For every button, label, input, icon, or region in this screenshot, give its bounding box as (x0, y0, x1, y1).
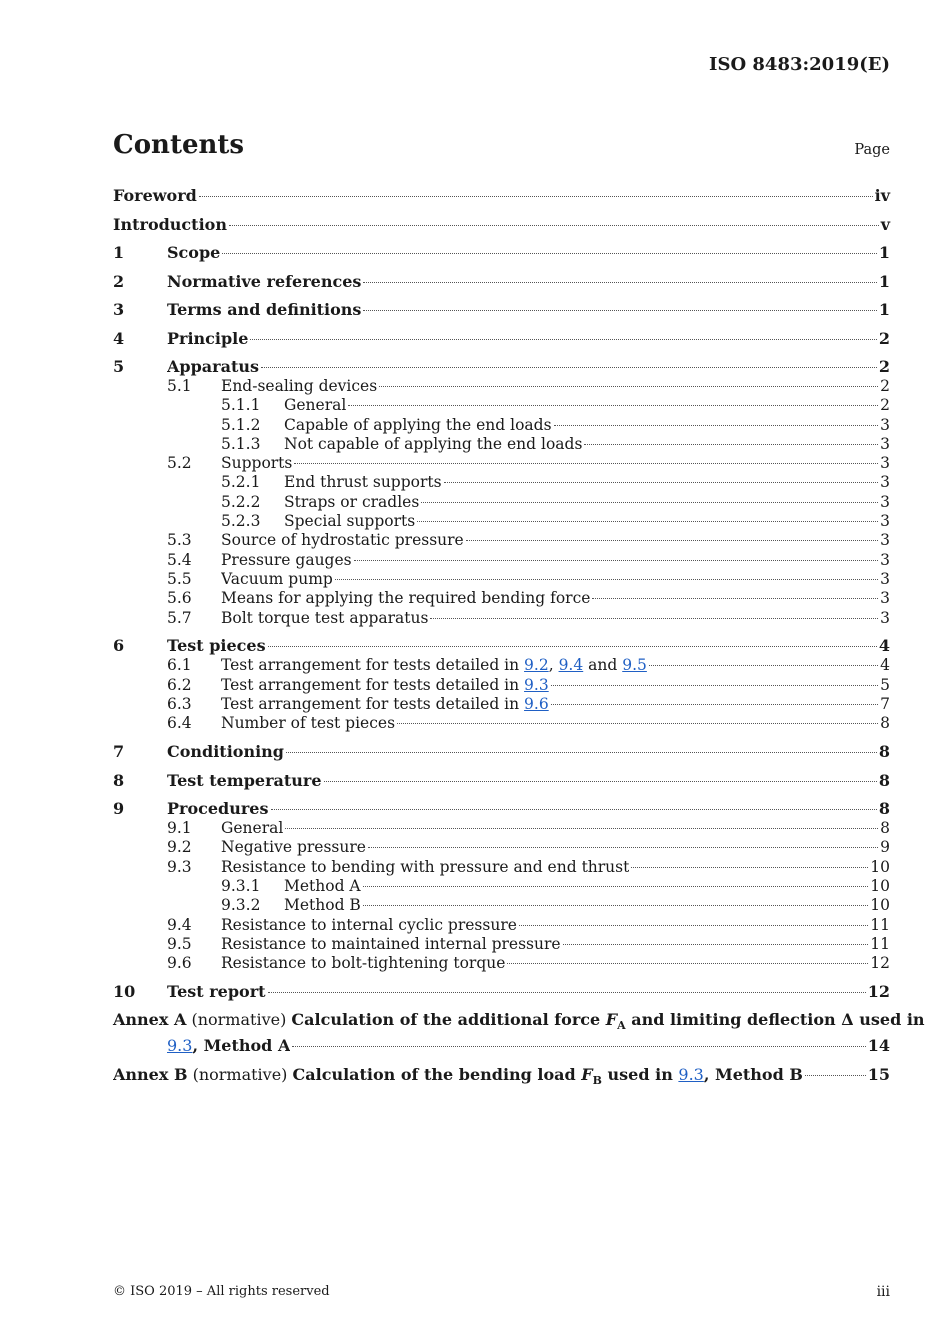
toc-entry-page: 1 (878, 271, 890, 291)
dot-leader (649, 665, 878, 666)
toc-entry-title: General (221, 819, 284, 838)
toc-entry-number: 6 (113, 636, 125, 656)
toc-entry-title: Pressure gauges (221, 550, 352, 569)
toc-entry-page: 14 (867, 1036, 890, 1056)
toc-entry-number: 3 (113, 300, 125, 319)
annex-title-text: and limiting deflection Δ used in (625, 1010, 925, 1030)
toc-entry-number: 6.2 (167, 675, 192, 694)
toc-entry-number: 9.2 (167, 838, 192, 857)
dot-leader (631, 867, 868, 868)
toc-entry-title: Test pieces (167, 636, 266, 656)
dot-leader (584, 444, 878, 445)
separator-text: , (548, 656, 559, 675)
toc-entry-5-1-1[interactable] (113, 396, 890, 415)
toc-entry-page: 8 (878, 742, 890, 762)
toc-entry-page: 2 (878, 328, 890, 348)
toc-entry-page: 1 (878, 243, 890, 262)
toc-entry-5-4[interactable] (113, 551, 890, 570)
separator-text: and (583, 656, 623, 675)
dot-leader (271, 809, 877, 810)
toc-entry-title: Resistance to internal cyclic pressure (221, 915, 517, 934)
annex-title-text: used in (601, 1065, 679, 1085)
dot-leader (554, 425, 879, 426)
dot-leader (363, 905, 868, 906)
dot-leader (348, 405, 878, 406)
annex-title-text: Calculation of the additional force (291, 1010, 606, 1030)
toc-entry-page: 3 (880, 589, 890, 608)
toc-entry-number: 5.4 (167, 550, 192, 569)
page-title: Contents (113, 130, 245, 160)
toc-entry-title: Method B (284, 896, 361, 915)
toc-entry-5-1-3[interactable] (113, 435, 890, 454)
toc-entry-number: 10 (113, 981, 136, 1001)
toc-entry-5-6[interactable] (113, 589, 890, 608)
dot-leader (368, 847, 878, 848)
toc-entry-number: 5.2.1 (221, 473, 261, 492)
toc-entry-page: 11 (870, 915, 890, 934)
dot-leader (805, 1075, 866, 1076)
toc-entry-page: 3 (880, 434, 890, 453)
annex-a-title-line-1 (113, 1010, 925, 1036)
clause-link-9-3[interactable]: 9.3 (167, 1036, 193, 1056)
dot-leader (417, 521, 878, 522)
footer-page-number: iii (876, 1284, 890, 1300)
toc-entry-title: Means for applying the required bending force (221, 589, 591, 608)
dot-leader (268, 646, 877, 647)
dot-leader (363, 886, 869, 887)
toc-entry-number: 5.1.2 (221, 415, 261, 434)
annex-title-text: Calculation of the bending load (292, 1065, 582, 1085)
dot-leader (250, 339, 876, 340)
toc-entry-5-7[interactable] (113, 609, 890, 628)
toc-entry-page: 4 (878, 636, 890, 656)
toc-entry-6-3[interactable] (113, 695, 890, 714)
force-symbol: F (581, 1065, 593, 1085)
toc-entry-3[interactable] (113, 300, 890, 320)
force-subscript: A (617, 1019, 626, 1033)
toc-entry-title-text: Test arrangement for tests detailed in (221, 694, 525, 713)
toc-entry-number: 5.1 (167, 377, 192, 395)
dot-leader (363, 310, 876, 311)
toc-entry-title: Resistance to bolt-tightening torque (221, 954, 506, 973)
toc-entry-title: Bolt torque test apparatus (221, 608, 429, 627)
dot-leader (363, 282, 876, 283)
dot-leader (551, 685, 878, 686)
annex-title-text: , Method A (192, 1036, 291, 1056)
toc-entry-page: 3 (880, 550, 890, 569)
toc-entry-title: Test report (167, 981, 266, 1001)
dot-leader (507, 963, 868, 964)
toc-entry-page: 3 (880, 492, 890, 511)
toc-entry-5-5[interactable] (113, 570, 890, 589)
table-of-contents (113, 186, 925, 1091)
toc-entry-number: 5 (113, 357, 125, 376)
toc-entry-9-6[interactable] (113, 954, 890, 973)
toc-entry-number: 9.1 (167, 819, 192, 838)
toc-entry-number: 5.5 (167, 569, 192, 588)
toc-entry-annex-b[interactable] (113, 1065, 890, 1091)
dot-leader (268, 992, 866, 993)
toc-entry-title: Method A (284, 876, 361, 895)
toc-entry-page: 8 (878, 799, 890, 819)
toc-entry-page: 8 (880, 714, 890, 733)
footer-copyright: © ISO 2019 – All rights reserved (113, 1284, 330, 1299)
dot-leader (285, 828, 878, 829)
toc-entry-9-1[interactable] (113, 819, 890, 838)
toc-entry-9[interactable] (113, 799, 890, 819)
dot-leader (444, 482, 879, 483)
toc-entry-6-1[interactable] (113, 656, 890, 675)
toc-entry-5-1-2[interactable] (113, 416, 890, 435)
toc-entry-page: 3 (880, 608, 890, 627)
force-symbol: F (605, 1010, 618, 1030)
dot-leader (261, 367, 877, 368)
toc-entry-introduction[interactable] (113, 215, 890, 235)
toc-entry-title: End-sealing devices (221, 377, 378, 395)
toc-entry-7[interactable] (113, 742, 890, 762)
clause-link-9-3[interactable]: 9.3 (678, 1065, 704, 1085)
dot-leader (292, 1046, 865, 1047)
toc-entry-page: 4 (880, 656, 890, 675)
page-column-label: Page (854, 142, 890, 158)
toc-entry-2[interactable] (113, 272, 890, 292)
toc-entry-page: 7 (880, 694, 890, 713)
toc-entry-1[interactable] (113, 243, 890, 263)
toc-entry-5-2-3[interactable] (113, 512, 890, 531)
toc-entry-5-2-1[interactable] (113, 473, 890, 492)
toc-entry-number: 5.6 (167, 589, 192, 608)
annex-title-tail (167, 1036, 290, 1056)
toc-entry-page: 1 (878, 300, 890, 319)
toc-entry-5[interactable] (113, 357, 890, 377)
annex-a-title-line-2 (113, 1036, 890, 1056)
toc-entry-4[interactable] (113, 329, 890, 349)
toc-entry-number: 5.2.3 (221, 512, 261, 531)
dot-leader (551, 704, 878, 705)
dot-leader (519, 925, 868, 926)
toc-entry-title: Procedures (167, 799, 269, 819)
toc-entry-8[interactable] (113, 771, 890, 791)
toc-entry-title: Introduction (113, 214, 227, 234)
toc-entry-title: Source of hydrostatic pressure (221, 531, 464, 550)
force-subscript: B (592, 1074, 602, 1088)
toc-entry-number: 9 (113, 799, 125, 819)
toc-entry-number: 9.3.1 (221, 876, 261, 895)
toc-entry-page: v (880, 214, 890, 234)
toc-entry-number: 9.5 (167, 934, 192, 953)
toc-entry-page: 3 (880, 569, 890, 588)
toc-entry-title: Number of test pieces (221, 714, 396, 733)
dot-leader (379, 386, 878, 387)
toc-entry-number: 9.3 (167, 857, 192, 876)
dot-leader (222, 253, 877, 254)
dot-leader (286, 752, 877, 753)
toc-entry-title: Capable of applying the end loads (284, 415, 552, 434)
toc-entry-title: Scope (167, 243, 221, 262)
dot-leader (430, 618, 878, 619)
toc-entry-page: 3 (880, 531, 890, 550)
annex-kind: (normative) (186, 1010, 292, 1030)
toc-entry-number: 9.6 (167, 954, 192, 973)
toc-entry-number: 5.2.2 (221, 492, 261, 511)
clause-link-9-2[interactable]: 9.2 (524, 656, 549, 675)
toc-entry-6-2[interactable] (113, 676, 890, 695)
toc-entry-page: 10 (870, 896, 890, 915)
annex-label: Annex B (113, 1065, 188, 1085)
toc-entry-number: 6.1 (167, 656, 192, 675)
toc-entry-annex-a[interactable] (113, 1010, 925, 1056)
toc-entry-title: End thrust supports (284, 473, 442, 492)
toc-entry-number: 9.4 (167, 915, 192, 934)
toc-entry-page: 3 (880, 415, 890, 434)
toc-entry-number: 5.3 (167, 531, 192, 550)
annex-label: Annex A (113, 1010, 187, 1030)
toc-entry-number: 8 (113, 770, 125, 790)
toc-entry-title: Foreword (113, 186, 197, 205)
toc-entry-9-3-2[interactable] (113, 896, 890, 915)
toc-entry-title: Resistance to maintained internal pressure (221, 934, 561, 953)
toc-entry-number: 7 (113, 742, 125, 762)
toc-entry-6[interactable] (113, 636, 890, 656)
toc-entry-title: Principle (167, 328, 249, 348)
toc-entry-5-3[interactable] (113, 531, 890, 550)
toc-entry-title: General (284, 396, 347, 415)
toc-entry-title: Conditioning (167, 742, 284, 762)
toc-entry-page: 2 (880, 377, 890, 395)
annex-title-text: , Method B (703, 1065, 803, 1085)
toc-entry-9-4[interactable] (113, 916, 890, 935)
toc-entry-page: 3 (880, 512, 890, 531)
toc-entry-number: 6.3 (167, 694, 192, 713)
dot-leader (592, 598, 878, 599)
annex-kind: (normative) (187, 1065, 293, 1085)
toc-entry-number: 4 (113, 328, 125, 348)
toc-entry-title: Supports (221, 454, 293, 473)
toc-entry-title: Special supports (284, 512, 416, 531)
toc-entry-page: 10 (870, 857, 890, 876)
clause-link-9-6[interactable]: 9.6 (524, 694, 549, 713)
toc-entry-9-3-1[interactable] (113, 877, 890, 896)
toc-entry-page: 2 (878, 357, 890, 376)
toc-entry-title (221, 695, 549, 714)
toc-entry-title: Not capable of applying the end loads (284, 434, 583, 453)
toc-entry-page: 10 (870, 876, 890, 895)
toc-entry-title (221, 676, 549, 695)
clause-link-9-4[interactable]: 9.4 (558, 656, 584, 675)
toc-entry-number: 9.3.2 (221, 896, 261, 915)
dot-leader (421, 502, 878, 503)
dot-leader (335, 579, 878, 580)
dot-leader (466, 540, 878, 541)
toc-entry-title: Terms and definitions (167, 300, 362, 319)
clause-link-9-3[interactable]: 9.3 (524, 675, 549, 694)
toc-entry-number: 5.1.1 (221, 396, 261, 415)
toc-entry-6-4[interactable] (113, 714, 890, 733)
toc-entry-page: 3 (880, 454, 890, 473)
toc-entry-5-2[interactable] (113, 454, 890, 473)
toc-entry-page: 12 (870, 954, 890, 973)
toc-entry-number: 2 (113, 271, 125, 291)
dot-leader (229, 225, 879, 226)
toc-entry-page: 9 (880, 838, 890, 857)
toc-entry-title: Straps or cradles (284, 492, 420, 511)
dot-leader (324, 781, 877, 782)
dot-leader (199, 196, 873, 197)
toc-entry-title: Negative pressure (221, 838, 366, 857)
toc-entry-page: 8 (878, 770, 890, 790)
toc-entry-9-2[interactable] (113, 838, 890, 857)
toc-entry-page: 12 (867, 981, 890, 1001)
toc-entry-page: 8 (880, 819, 890, 838)
dot-leader (397, 723, 878, 724)
dot-leader (294, 463, 878, 464)
toc-entry-title-text: Test arrangement for tests detailed in (221, 675, 525, 694)
toc-entry-foreword[interactable] (113, 186, 890, 206)
toc-entry-number: 5.1.3 (221, 434, 261, 453)
toc-entry-5-2-2[interactable] (113, 493, 890, 512)
toc-entry-title (221, 656, 647, 675)
clause-link-9-5[interactable]: 9.5 (622, 656, 647, 675)
toc-entry-page: 5 (880, 675, 890, 694)
toc-entry-title: Normative references (167, 271, 362, 291)
toc-entry-title: Resistance to bending with pressure and end thrust (221, 857, 630, 876)
document-id: ISO 8483:2019(E) (709, 54, 890, 75)
toc-entry-9-5[interactable] (113, 935, 890, 954)
toc-entry-title: Apparatus (167, 357, 259, 376)
toc-entry-10[interactable] (113, 982, 890, 1002)
dot-leader (354, 560, 879, 561)
toc-entry-title: Vacuum pump (221, 569, 333, 588)
annex-b-title (113, 1065, 803, 1091)
toc-entry-9-3[interactable] (113, 858, 890, 877)
toc-entry-title-text: Test arrangement for tests detailed in (221, 656, 525, 675)
toc-entry-number: 1 (113, 243, 125, 262)
toc-entry-page: 2 (880, 396, 890, 415)
toc-entry-number: 5.7 (167, 608, 192, 627)
toc-entry-title: Test temperature (167, 770, 322, 790)
toc-entry-number: 5.2 (167, 454, 192, 473)
toc-entry-page: iv (874, 186, 890, 205)
toc-entry-page: 11 (870, 934, 890, 953)
toc-entry-page: 15 (867, 1065, 890, 1085)
toc-entry-page: 3 (880, 473, 890, 492)
dot-leader (563, 944, 869, 945)
toc-entry-number: 6.4 (167, 714, 192, 733)
toc-entry-5-1[interactable] (113, 377, 890, 396)
